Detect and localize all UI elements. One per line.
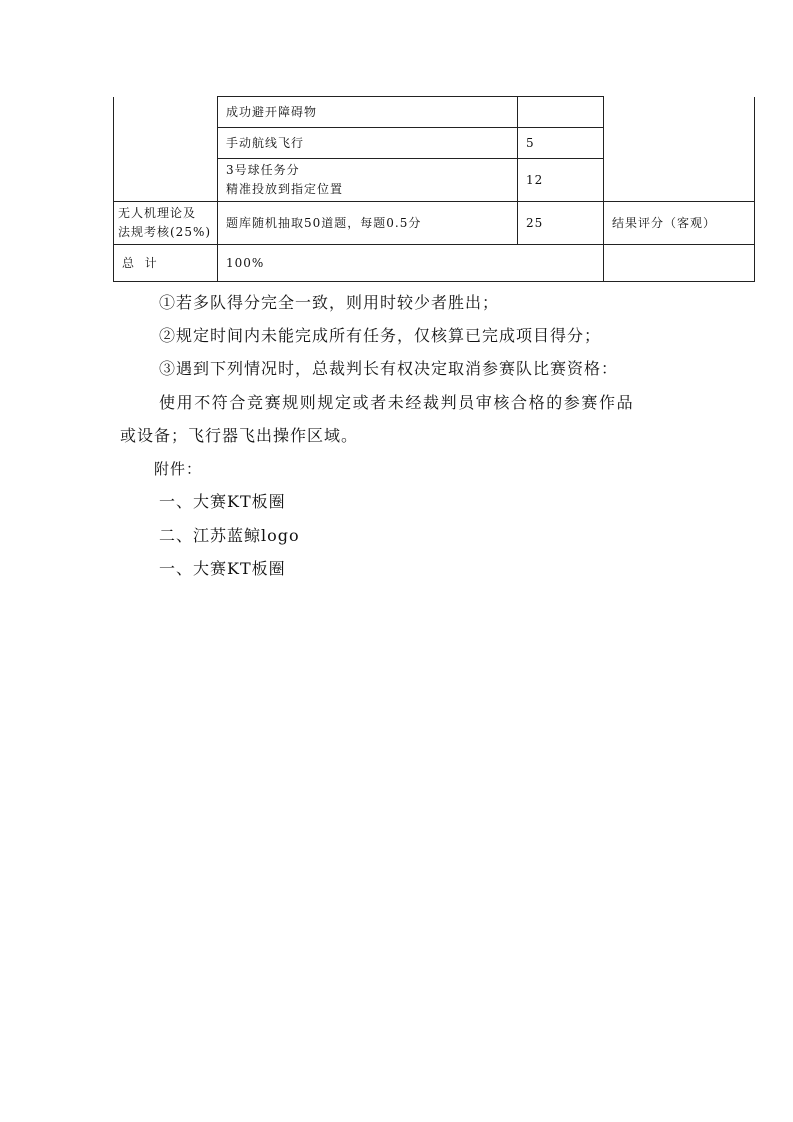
item-cell — [218, 159, 518, 202]
category-cell — [114, 97, 218, 202]
category-line: 法规考核(25%) — [118, 225, 212, 239]
attachment-item: 一、大赛KT板圈 — [159, 492, 286, 511]
method-cell — [604, 97, 755, 202]
item-cell: 题库随机抽取50道题，每题0.5分 — [218, 202, 518, 245]
attachment-item: 一、大赛KT板圈 — [159, 559, 286, 578]
score-cell — [518, 97, 604, 128]
item-line: 3号球任务分 — [226, 163, 300, 177]
score-cell: 12 — [518, 159, 604, 202]
attachments-title: 附件： — [154, 460, 203, 478]
category-cell — [114, 202, 218, 245]
note-item: ①若多队得分完全一致，则用时较少者胜出； — [159, 293, 500, 312]
score-cell: 25 — [518, 202, 604, 245]
item-cell: 成功避开障碍物 — [218, 97, 518, 128]
total-label-cell: 总 计 — [114, 245, 218, 282]
item-cell: 手动航线飞行 — [218, 128, 518, 159]
table-row — [114, 202, 755, 245]
method-cell: 结果评分（客观） — [604, 202, 755, 245]
attachment-item: 二、江苏蓝鲸logo — [159, 526, 300, 545]
method-cell — [604, 245, 755, 282]
table-row — [114, 97, 755, 128]
table-row — [114, 245, 755, 282]
note-item: ②规定时间内未能完成所有任务，仅核算已完成项目得分； — [159, 326, 602, 345]
score-table — [113, 96, 755, 282]
score-cell: 5 — [518, 128, 604, 159]
total-value-cell: 100% — [218, 245, 604, 282]
note-item: ③遇到下列情况时，总裁判长有权决定取消参赛队比赛资格： — [159, 359, 619, 378]
category-line: 无人机理论及 — [118, 206, 197, 220]
item-line: 精准投放到指定位置 — [226, 182, 344, 196]
disqualify-line: 或设备；飞行器飞出操作区域。 — [120, 426, 359, 445]
disqualify-line: 使用不符合竞赛规则规定或者未经裁判员审核合格的参赛作品 — [159, 393, 635, 412]
